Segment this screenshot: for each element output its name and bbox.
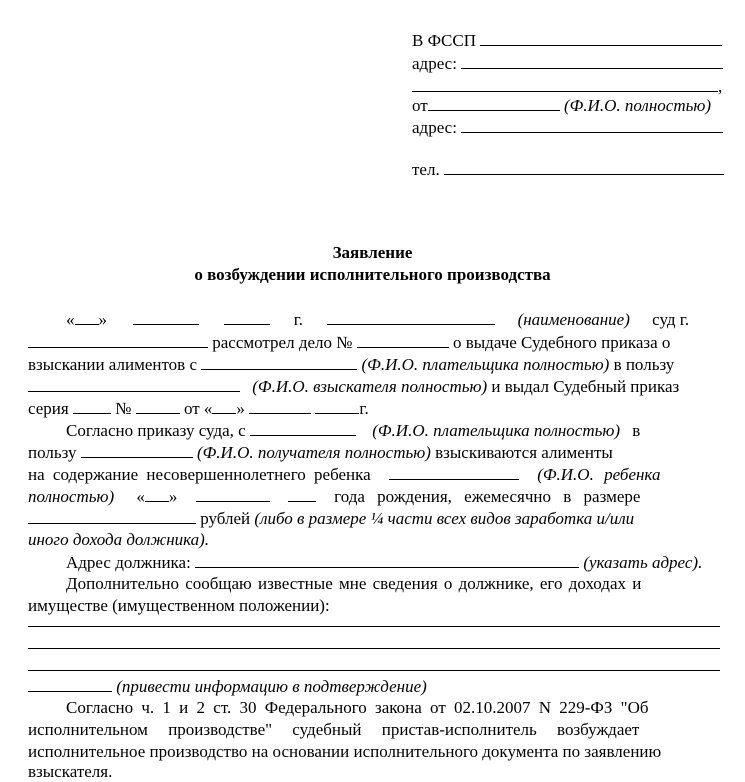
from-date-label: от «	[183, 399, 213, 418]
info-field-2[interactable]	[28, 648, 720, 649]
additional-line-2: имуществе (имущественном положении):	[28, 596, 330, 615]
p1-line-2	[28, 332, 670, 353]
order-day-field[interactable]	[212, 398, 236, 414]
case-number-field[interactable]	[357, 332, 449, 348]
according-text: Согласно приказу суда, с	[66, 421, 246, 440]
from-label: от	[412, 96, 428, 115]
child-field[interactable]	[389, 464, 519, 480]
child-hint-2: полностью)	[28, 487, 115, 506]
debtor-address-label: Адрес должника:	[66, 553, 191, 572]
birth-text: года рождения, ежемесячно в размере	[334, 487, 641, 506]
p1-line-3	[28, 354, 674, 375]
evidence-hint: (привести информацию в подтверждение)	[116, 677, 427, 696]
p2-payer-field[interactable]	[250, 420, 356, 436]
address-field[interactable]	[461, 53, 723, 69]
series-field[interactable]	[73, 398, 111, 414]
address-label: адрес:	[412, 54, 457, 73]
p1-line-4	[28, 376, 679, 397]
evidence-line	[28, 676, 427, 697]
address2-field[interactable]	[461, 117, 723, 133]
court-hint: (наименование)	[517, 310, 630, 329]
comma: ,	[718, 77, 723, 96]
number-label: №	[115, 399, 132, 418]
payer-field[interactable]	[201, 354, 357, 370]
order-number-field[interactable]	[136, 398, 180, 414]
from-hint: (Ф.И.О. полностью)	[563, 96, 711, 115]
alimony-text: взыскании алиментов с	[28, 355, 198, 374]
in-favor-label: в пользу	[613, 355, 675, 374]
from-line	[412, 95, 711, 116]
debtor-address-line	[66, 552, 702, 573]
city-field[interactable]	[28, 332, 208, 348]
recipient-hint: (Ф.И.О. получателя полностью)	[196, 443, 431, 462]
amount-field[interactable]	[28, 508, 196, 524]
month-field[interactable]	[133, 309, 199, 325]
address-field-2[interactable]	[412, 76, 718, 92]
fssp-field[interactable]	[480, 30, 722, 46]
in-label: в	[632, 421, 641, 440]
phone-line	[412, 159, 724, 180]
claimant-hint: (Ф.И.О. взыскателя полностью)	[252, 377, 488, 396]
p2-line-6: иного дохода должника).	[28, 530, 210, 549]
p1-line-1	[66, 309, 726, 330]
payer-hint: (Ф.И.О. плательщика полностью)	[361, 355, 610, 374]
rubles-label: рублей	[200, 509, 251, 528]
quote-open: «	[66, 310, 75, 329]
year-field[interactable]	[224, 309, 270, 325]
series-label: серия	[28, 399, 69, 418]
p2-line-1	[66, 420, 640, 441]
address-line	[412, 53, 723, 74]
year-label: г.	[293, 310, 304, 329]
year-end-label: г.	[359, 399, 369, 418]
to-fssp-line	[412, 30, 722, 51]
law-line-4: взыскателя.	[28, 762, 113, 781]
law-line-2: исполнительном производстве" судебный пристав-исполнитель возбуждает	[28, 720, 640, 739]
p2-in-favor: пользу	[28, 443, 77, 462]
p2-line-4	[28, 486, 640, 507]
birth-day-field[interactable]	[145, 486, 169, 502]
title-line-1: Заявление	[332, 243, 413, 262]
address2-line	[412, 117, 723, 138]
birth-quote-close: »	[168, 487, 178, 506]
title-line-2: о возбуждении исполнительного производства	[194, 265, 551, 284]
info-field-1[interactable]	[28, 626, 720, 627]
quote-close-2: »	[236, 399, 245, 418]
court-label: суд г.	[652, 310, 690, 329]
debtor-address-field[interactable]	[195, 552, 579, 568]
from-name-field[interactable]	[428, 95, 560, 111]
recipient-field[interactable]	[81, 442, 193, 458]
birth-quote-open: «	[136, 487, 145, 506]
birth-month-field[interactable]	[196, 486, 270, 502]
for-support-text: на содержание несовершеннолетнего ребенка	[28, 465, 371, 484]
debtor-address-hint: (указать адрес).	[583, 553, 703, 572]
evidence-field[interactable]	[28, 676, 112, 692]
quote-close: »	[98, 310, 107, 329]
day-field[interactable]	[75, 309, 99, 325]
considered-label: рассмотрел дело №	[212, 333, 353, 352]
address2-label: адрес:	[412, 118, 457, 137]
court-name-field[interactable]	[327, 309, 495, 325]
collected-text: взыскиваются алименты	[435, 443, 613, 462]
order-month-field[interactable]	[249, 398, 311, 414]
order-text: о выдаче Судебного приказа о	[452, 333, 671, 352]
additional-line-1: Дополнительно сообщаю известные мне сведения о должнике, его доходах и	[66, 574, 642, 593]
p2-line-2	[28, 442, 613, 463]
law-line-1: Согласно ч. 1 и 2 ст. 30 Федерального закона от 02.10.2007 N 229-ФЗ "Об	[66, 698, 649, 717]
p2-payer-hint: (Ф.И.О. плательщика полностью)	[372, 421, 621, 440]
phone-label: тел.	[412, 160, 440, 179]
birth-year-field[interactable]	[288, 486, 316, 502]
share-hint: (либо в размере ¼ части всех видов заработка и/или	[254, 509, 635, 528]
claimant-field[interactable]	[28, 376, 240, 392]
phone-field[interactable]	[444, 159, 724, 175]
p1-line-5	[28, 398, 369, 419]
p2-line-3	[28, 464, 660, 485]
law-line-3: исполнительное производство на основании исполнительного документа по заявлению	[28, 742, 662, 761]
info-field-3[interactable]	[28, 670, 720, 671]
order-year-field[interactable]	[315, 398, 359, 414]
child-hint: (Ф.И.О. ребенка	[537, 465, 661, 484]
to-label: В ФССП	[412, 31, 476, 50]
p2-line-5	[28, 508, 634, 529]
address-cont-line	[412, 76, 722, 97]
issued-text: и выдал Судебный приказ	[491, 377, 680, 396]
